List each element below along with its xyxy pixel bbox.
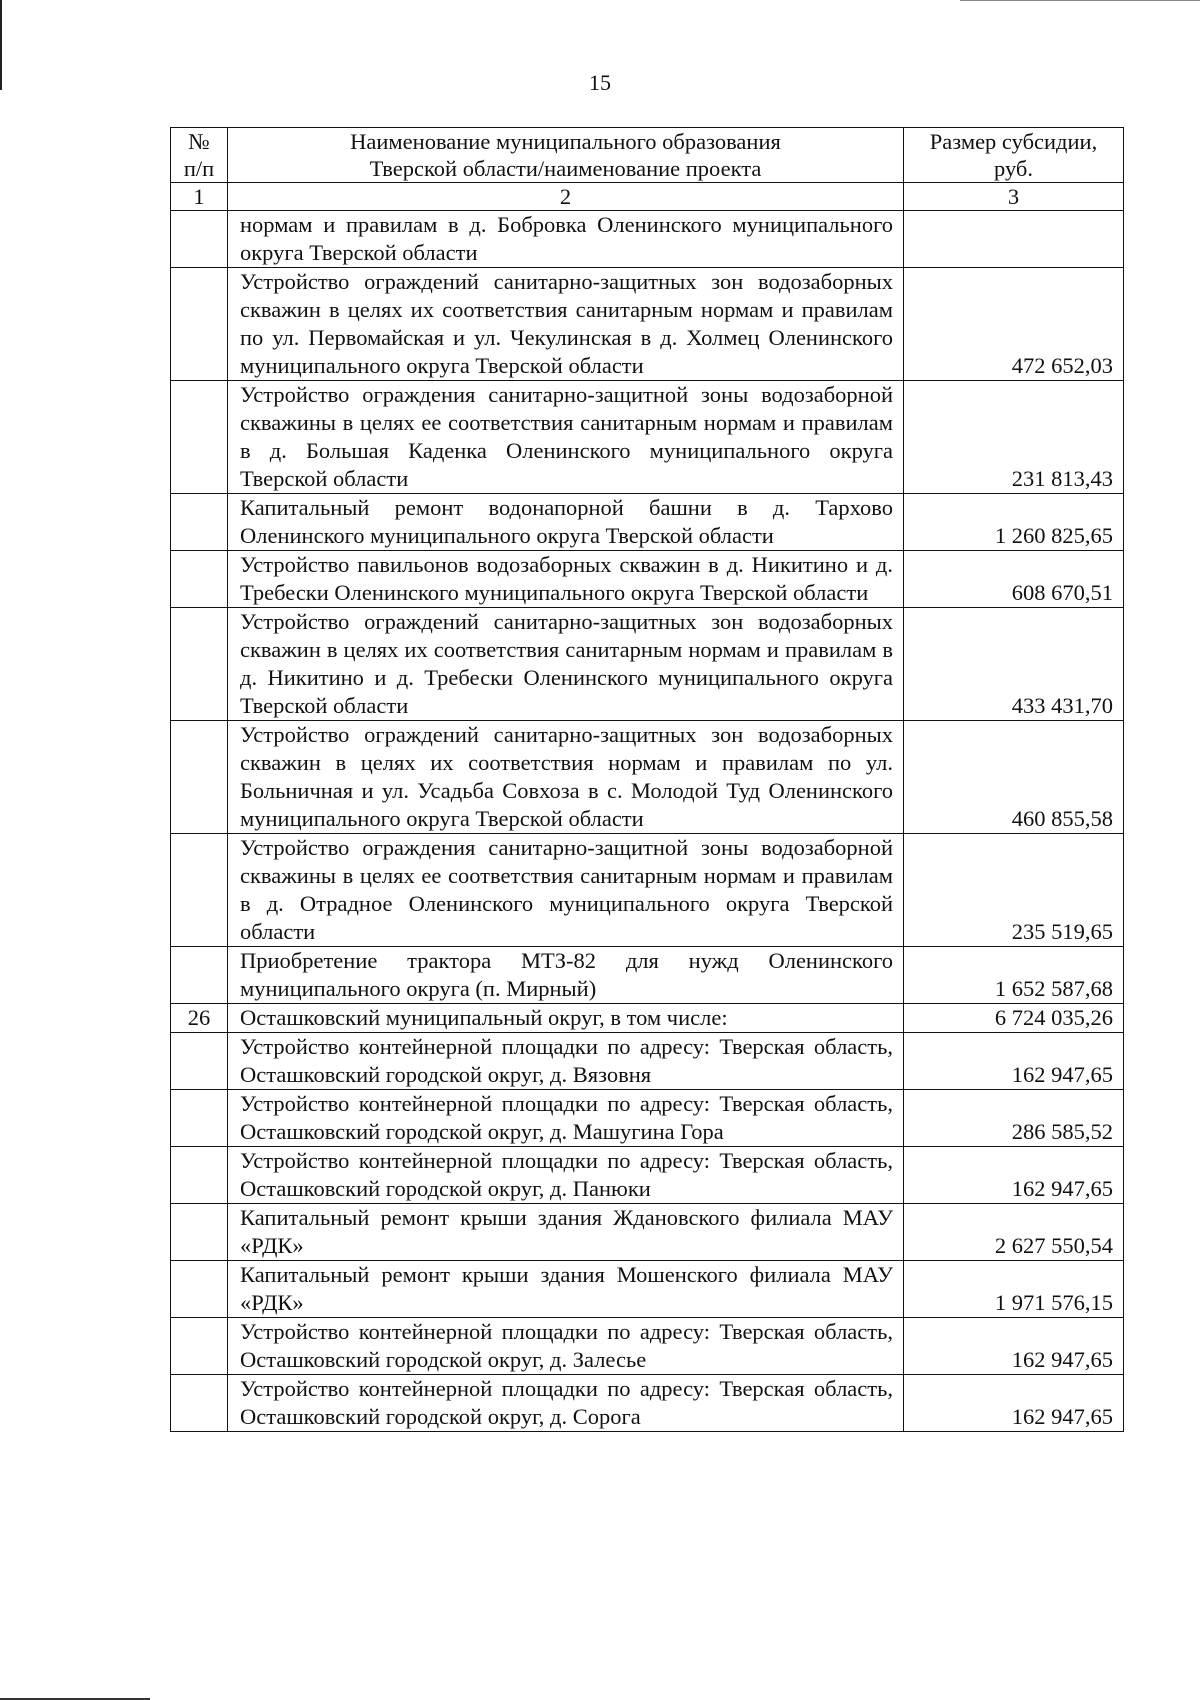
row-subsidy-amount [904,211,1124,268]
row-subsidy-amount: 472 652,03 [904,268,1124,381]
row-project-name: Устройство павильонов водозаборных скважин в д. Никитино и д. Требески Оленинского муниципального округа Тверской области [228,551,904,608]
table-row [171,1261,1124,1318]
column-index-3: 3 [904,183,1124,211]
row-subsidy-amount: 286 585,52 [904,1090,1124,1147]
page-number: 15 [589,70,611,95]
row-project-name: Устройство контейнерной площадки по адресу: Тверская область, Осташковский городской округ, д. Сорога [228,1375,904,1432]
header-num [171,128,228,183]
column-index-2: 2 [228,183,904,211]
table-row [171,1318,1124,1375]
row-number [171,1318,228,1375]
row-number [171,947,228,1004]
row-number [171,551,228,608]
row-project-name: Устройство ограждений санитарно-защитных зон водозаборных скважин в целях их соответствия санитарным нормам и правилам в д. Никитино и д. Требески Оленинского муниципального округа Тверской области [228,608,904,721]
row-number [171,211,228,268]
table-row [171,721,1124,834]
row-project-name: Устройство ограждений санитарно-защитных зон водозаборных скважин в целях их соответствия санитарным нормам и правилам по ул. Первомайская и ул. Чекулинская в д. Холмец Оленинского муниципального округа Тверской области [228,268,904,381]
row-number [171,494,228,551]
row-number [171,834,228,947]
table-row [171,1090,1124,1147]
row-subsidy-amount: 433 431,70 [904,608,1124,721]
table-row [171,1004,1124,1033]
row-subsidy-amount: 162 947,65 [904,1147,1124,1204]
row-subsidy-amount: 162 947,65 [904,1318,1124,1375]
table-row [171,1033,1124,1090]
row-project-name: нормам и правилам в д. Бобровка Оленинского муниципального округа Тверской области [228,211,904,268]
row-project-name: Устройство контейнерной площадки по адресу: Тверская область, Осташковский городской округ, д. Вязовня [228,1033,904,1090]
header-num-text: № п/п [183,129,215,181]
row-number [171,1204,228,1261]
row-number: 26 [171,1004,228,1033]
table-row [171,1147,1124,1204]
row-number [171,1033,228,1090]
row-number [171,1261,228,1318]
header-name [228,128,904,183]
row-project-name: Капитальный ремонт водонапорной башни в д. Тархово Оленинского муниципального округа Тверской области [228,494,904,551]
header-name-text: Наименование муниципального образования Тверской области/наименование проекта [350,129,781,181]
row-number [171,1147,228,1204]
row-number [171,268,228,381]
row-subsidy-amount: 1 652 587,68 [904,947,1124,1004]
row-subsidy-amount: 162 947,65 [904,1033,1124,1090]
column-index-1: 1 [171,183,228,211]
row-project-name: Устройство ограждения санитарно-защитной зоны водозаборной скважины в целях ее соответствия санитарным нормам и правилам в д. Большая Каденка Оленинского муниципального округа Тверской области [228,381,904,494]
row-subsidy-amount: 608 670,51 [904,551,1124,608]
row-project-name: Капитальный ремонт крыши здания Ждановского филиала МАУ «РДК» [228,1204,904,1261]
row-project-name: Устройство контейнерной площадки по адресу: Тверская область, Осташковский городской округ, д. Панюки [228,1147,904,1204]
row-subsidy-amount: 2 627 550,54 [904,1204,1124,1261]
row-subsidy-amount: 231 813,43 [904,381,1124,494]
row-subsidy-amount: 460 855,58 [904,721,1124,834]
row-project-name: Устройство ограждений санитарно-защитных зон водозаборных скважин в целях их соответствия нормам и правилам по ул. Больничная и ул. Усадьба Совхоза в с. Молодой Туд Оленинского муниципального округа Тверской области [228,721,904,834]
table-row [171,1375,1124,1432]
row-subsidy-amount: 1 971 576,15 [904,1261,1124,1318]
column-index-row [171,183,1124,211]
row-project-name: Устройство контейнерной площадки по адресу: Тверская область, Осташковский городской округ, д. Машугина Гора [228,1090,904,1147]
header-amount [904,128,1124,183]
row-project-name: Капитальный ремонт крыши здания Мошенского филиала МАУ «РДК» [228,1261,904,1318]
row-project-name: Устройство ограждения санитарно-защитной зоны водозаборной скважины в целях ее соответствия санитарным нормам и правилам в д. Отрадное Оленинского муниципального округа Тверской области [228,834,904,947]
subsidy-table [170,127,1124,1432]
row-number [171,381,228,494]
row-subsidy-amount: 6 724 035,26 [904,1004,1124,1033]
table-header-row [171,128,1124,183]
scan-top-mark [960,0,1200,1]
table-row [171,608,1124,721]
table-row [171,947,1124,1004]
table-row [171,1204,1124,1261]
row-subsidy-amount: 235 519,65 [904,834,1124,947]
table-row [171,494,1124,551]
row-project-name: Устройство контейнерной площадки по адресу: Тверская область, Осташковский городской округ, д. Залесье [228,1318,904,1375]
row-number [171,721,228,834]
row-number [171,608,228,721]
row-number [171,1090,228,1147]
row-project-name: Осташковский муниципальный округ, в том числе: [228,1004,904,1033]
table-row [171,834,1124,947]
row-number [171,1375,228,1432]
row-subsidy-amount: 162 947,65 [904,1375,1124,1432]
row-subsidy-amount: 1 260 825,65 [904,494,1124,551]
table-row [171,211,1124,268]
header-amount-text: Размер субсидии, руб. [929,129,1098,181]
table-row [171,381,1124,494]
table-row [171,551,1124,608]
row-project-name: Приобретение трактора МТЗ-82 для нужд Оленинского муниципального округа (п. Мирный) [228,947,904,1004]
table-row [171,268,1124,381]
